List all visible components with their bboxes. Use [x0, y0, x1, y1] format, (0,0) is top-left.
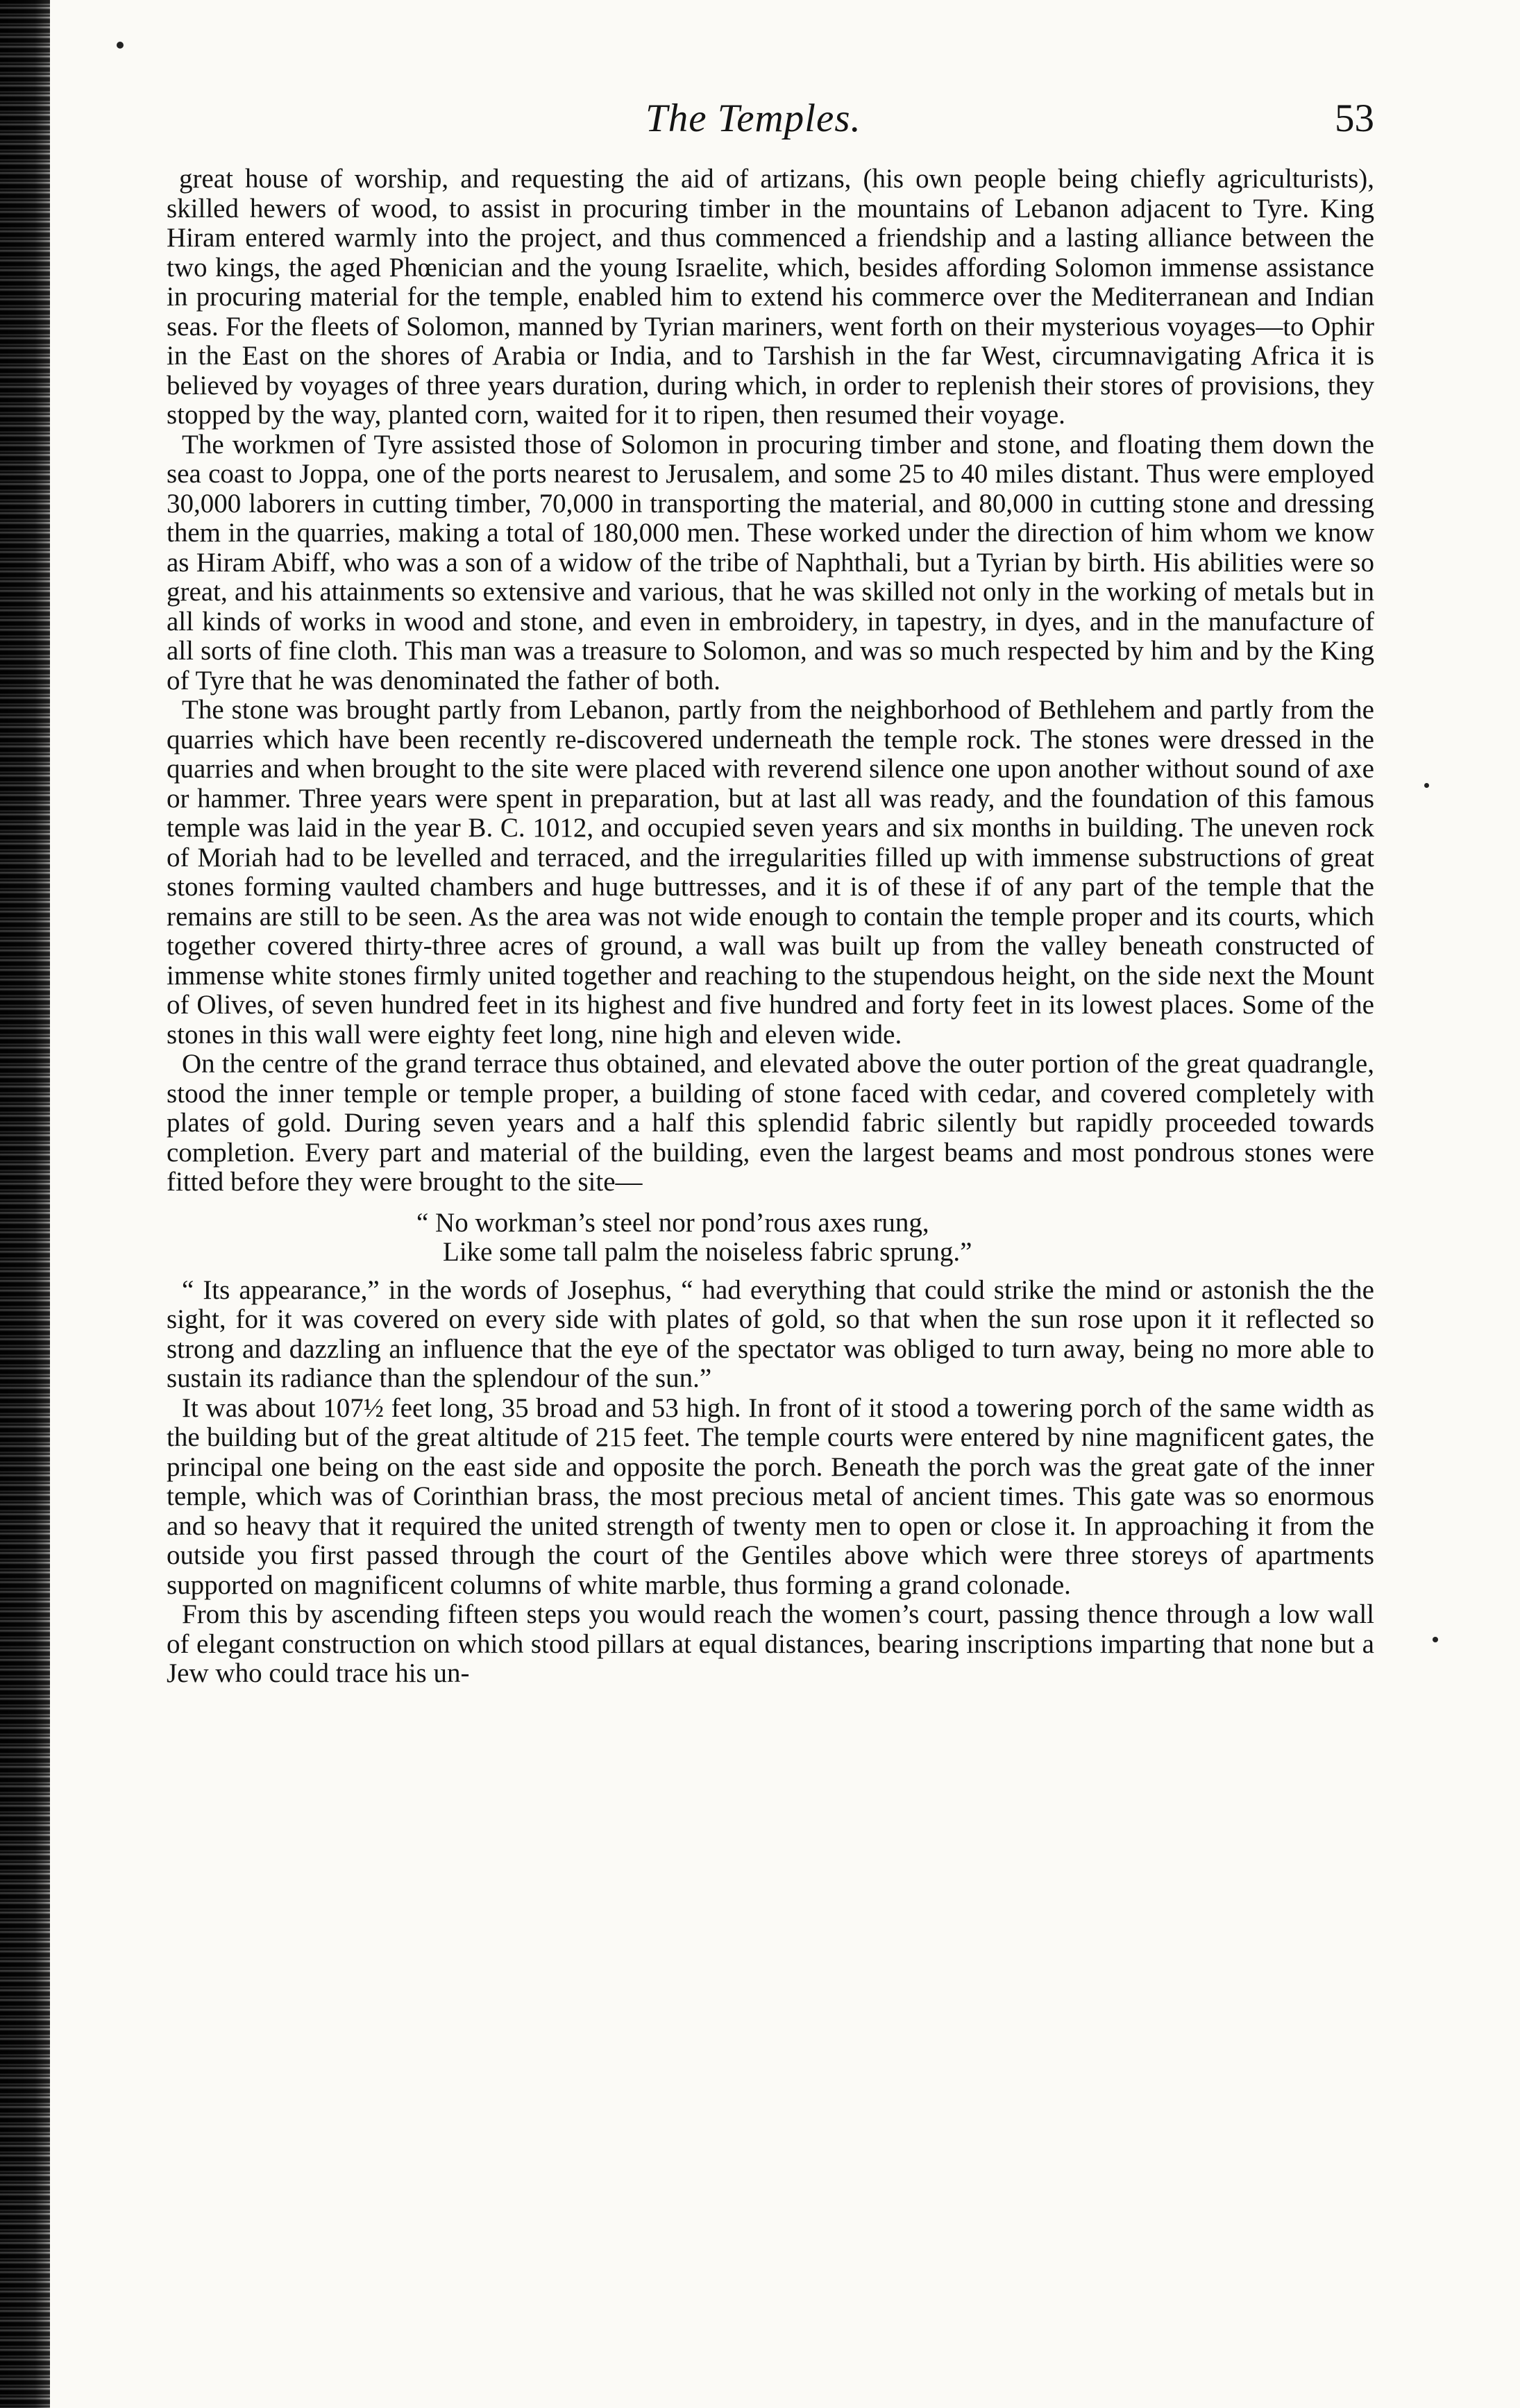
verse-line: Like some tall palm the noiseless fabric sprung.”	[443, 1237, 972, 1267]
binding-edge	[0, 0, 50, 2408]
paragraph: The workmen of Tyre assisted those of Solomon in procuring timber and stone, and floating them down the sea coast to Joppa, one of the ports nearest to Jerusalem, and some 25 to 40 miles distant. Thus were employed 30,000 laborers in cutting timber, 70,000 in transporting the material, and 80,000 in cutting stone and dressing them in the quarries, making a total of 180,000 men. These worked under the direction of him whom we know as Hiram Abiff, who was a son of a widow of the tribe of Naphthali, but a Tyrian by birth. His abilities were so great, and his attainments so extensive and various, that he was skilled not only in the working of metals but in all kinds of works in wood and stone, and even in embroidery, in tapestry, in dyes, and in the manufacture of all sorts of fine cloth. This man was a treasure to Solomon, and was so much respected by him and by the King of Tyre that he was denominated the father of both.	[167, 429, 1374, 696]
scan-speck	[1424, 783, 1429, 788]
body-text	[167, 165, 1374, 1689]
running-title: The Temples.	[645, 96, 861, 140]
scan-speck	[1433, 1637, 1438, 1642]
paragraph: great house of worship, and requesting the aid of artizans, (his own people being chiefly agriculturists), skilled hewers of wood, to assist in procuring timber in the mountains of Lebanon adjacent to Tyre. King Hiram entered warmly into the project, and thus commenced a friendship and a lasting alliance between the two kings, the aged Phœnician and the young Israelite, which, besides affording Solomon immense assistance in procuring material for the temple, enabled him to extend his commerce over the Mediterranean and Indian seas. For the fleets of Solomon, manned by Tyrian mariners, went forth on their mysterious voyages—to Ophir in the East on the shores of Arabia or India, and to Tarshish in the far West, circumnavigating Africa it is believed by voyages of three years duration, during which, in order to replenish their stores of provisions, they stopped by the way, planted corn, waited for it to ripen, then resumed their voyage.	[167, 164, 1374, 430]
scan-speck	[117, 42, 124, 49]
paragraph: On the centre of the grand terrace thus obtained, and elevated above the outer portion of the great quadrangle, stood the inner temple or temple proper, a building of stone faced with cedar, and covered completely with plates of gold. During seven years and a half this splendid fabric silently but rapidly proceeded towards completion. Every part and material of the building, even the largest beams and most pondrous stones were fitted before they were brought to the site—	[167, 1049, 1374, 1197]
page-number: 53	[1335, 96, 1374, 140]
paragraph: It was about 107½ feet long, 35 broad and 53 high. In front of it stood a towering porch of the same width as the building but of the great altitude of 215 feet. The temple courts were entered by nine magnificent gates, the principal one being on the east side and opposite the porch. Beneath the porch was the great gate of the inner temple, which was of Corinthian brass, the most precious metal of ancient times. This gate was so enormous and so heavy that it required the united strength of twenty men to open or close it. In approaching it from the outside you first passed through the court of the Gentiles above which were three storeys of apartments supported on magnificent columns of white marble, thus forming a grand colonade.	[167, 1392, 1374, 1600]
verse-quotation	[167, 1209, 1374, 1268]
verse-line: “ No workman’s steel nor pond’rous axes rung,	[416, 1207, 929, 1238]
paragraph: From this by ascending fifteen steps you would reach the women’s court, passing thence through a low wall of elegant construction on which stood pillars at equal distances, bearing inscriptions imparting that none but a Jew who could trace his un-	[167, 1599, 1374, 1688]
running-head	[167, 96, 1374, 146]
paragraph: “ Its appearance,” in the words of Josephus, “ had everything that could strike the mind or astonish the the sight, for it was covered on every side with plates of gold, so that when the sun rose upon it it reflected so strong and dazzling an influence that the eye of the spectator was obliged to turn away, being no more able to sustain its radiance than the splendour of the sun.”	[167, 1274, 1374, 1393]
paragraph: The stone was brought partly from Lebanon, partly from the neighborhood of Bethlehem and partly from the quarries which have been recently re-discovered underneath the temple rock. The stones were dressed in the quarries and when brought to the site were placed with reverend silence one upon another without sound of axe or hammer. Three years were spent in preparation, but at last all was ready, and the foundation of this famous temple was laid in the year B. C. 1012, and occupied seven years and six months in building. The uneven rock of Moriah had to be levelled and terraced, and the irregularities filled up with immense substructions of great stones forming vaulted chambers and huge buttresses, and it is of these if of any part of the temple that the remains are still to be seen. As the area was not wide enough to contain the temple proper and its courts, which together covered thirty-three acres of ground, a wall was built up from the valley beneath constructed of immense white stones firmly united together and reaching to the stupendous height, on the side next the Mount of Olives, of seven hundred feet in its highest and five hundred and forty feet in its lowest places. Some of the stones in this wall were eighty feet long, nine high and eleven wide.	[167, 695, 1374, 1050]
